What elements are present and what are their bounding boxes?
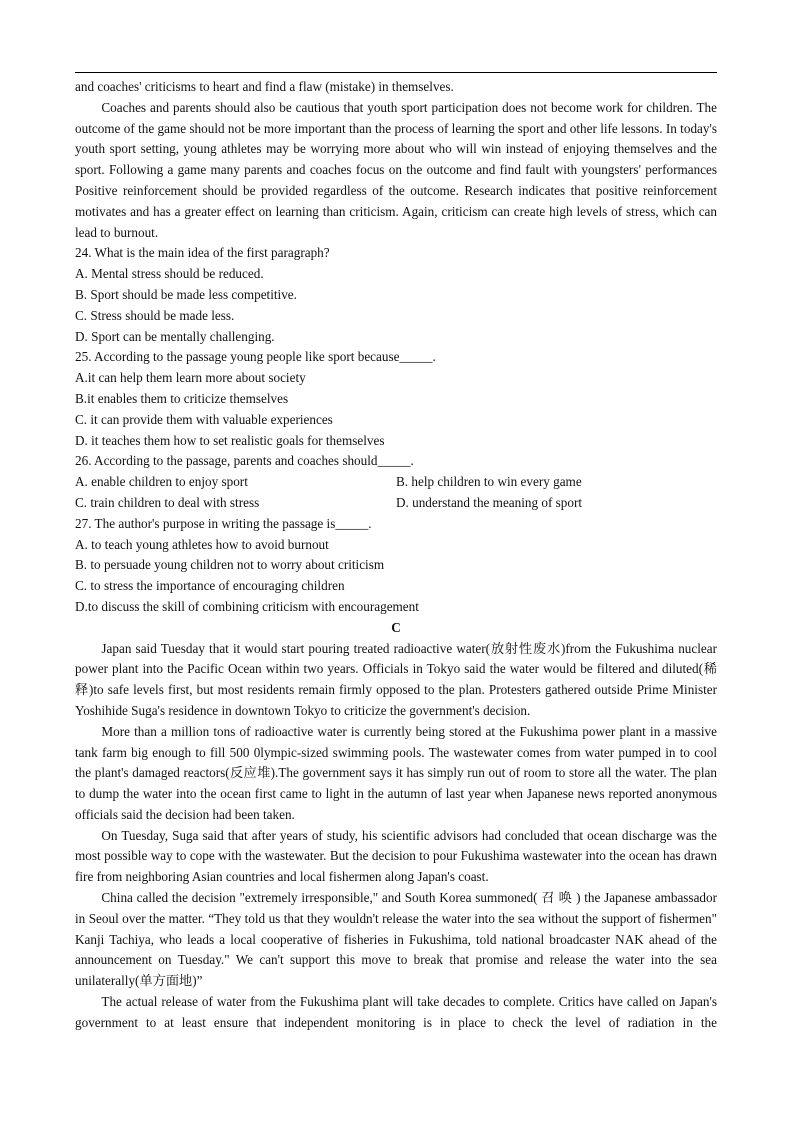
option-c: C. Stress should be made less. [75,307,235,323]
question-stem: 24. What is the main idea of the first paragraph? [75,245,330,261]
question-stem: 27. The author's purpose in writing the passage is_____. [75,515,372,531]
section-c-paragraph-1: Japan said Tuesday that it would start pouring treated radioactive water(放射性废水)from the Fukushima nuclear power plant into the Pacific Ocean within two years. Officials in Tokyo said the water would be filtered and diluted(稀释)to safe levels first, but most residents remain firmly opposed to the plan. Protesters gathered outside Prime Minister Yoshihide Suga's residence in downtown Tokyo to criticize the government's decision. [75,640,717,718]
option-b: B.it enables them to criticize themselves [75,390,289,406]
option-d: D. it teaches them how to set realistic goals for themselves [75,432,385,448]
option-b: B. to persuade young children not to worry about criticism [75,557,385,573]
question-24 [75,243,717,347]
section-c-paragraph-5: The actual release of water from the Fukushima plant will take decades to complete. Critics have called on Japan's government to at least ensure that independent monitoring is in place to check the level of radiation in the [75,994,717,1030]
option-a: A. to teach young athletes how to avoid burnout [75,536,329,552]
section-c-paragraph-3: On Tuesday, Suga said that after years of study, his scientific advisors had concluded that ocean discharge was the most possible way to cope with the wastewater. But the decision to pour Fukushima wastewater into the ocean has drawn fire from neighboring Asian countries and local fishermen along Japan's coast. [75,827,717,885]
option-b: B. Sport should be made less competitive. [75,286,297,302]
option-d: D. understand the meaning of sport [396,494,583,510]
continuation-text: and coaches' criticisms to heart and find a flaw (mistake) in themselves. [75,79,454,94]
header-rule [75,72,717,73]
passage-b-paragraph: Coaches and parents should also be cautious that youth sport participation does not become work for children. The outcome of the game should not be more important than the process of learning the sport and other life lessons. In today's youth sport setting, young athletes may be worrying more about who will win instead of enjoying themselves and the sport. Following a game many parents and coaches focus on the outcome and find fault with youngsters' performances Positive reinforcement should be provided regardless of the outcome. Research indicates that positive reinforcement motivates and has a greater effect on learning than criticism. Again, criticism can create high levels of stress, which can lead to burnout. [75,99,717,240]
option-a: A. Mental stress should be reduced. [75,266,264,282]
question-26 [75,451,717,513]
section-c-paragraph-2: More than a million tons of radioactive water is currently being stored at the Fukushima power plant in a massive tank farm big enough to fill 500 0lympic-sized swimming pools. The wastewater comes from water pumped in to cool the plant's damaged reactors(反应堆).The government says it has simply run out of room to store all the water. The plan to dump the water into the ocean first came to light in the autumn of last year when Japanese news reported anonymous officials said the decision had been taken. [75,723,717,822]
option-a: A.it can help them learn more about society [75,370,306,386]
section-c-paragraph-4: China called the decision "extremely irresponsible," and South Korea summoned( 召 唤 ) the Japanese ambassador in Seoul over the matter. “They told us that they wouldn't release the water into the sea without the support of fishermen" Kanji Tachiya, who leads a local cooperative of fisheries in Fukushima, told national broadcaster NAK ahead of the announcement on Tuesday." We can't support this move to break that promise and release the water into the sea unilaterally(单方面地)” [75,890,717,989]
option-d: D. Sport can be mentally challenging. [75,328,275,344]
option-c: C. to stress the importance of encouraging children [75,578,345,594]
option-c: C. train children to deal with stress [75,494,260,510]
question-25 [75,347,717,451]
document-page [75,72,717,1034]
question-stem: 26. According to the passage, parents and coaches should_____. [75,453,414,469]
option-a: A. enable children to enjoy sport [75,474,248,490]
option-b: B. help children to win every game [396,474,582,490]
question-27 [75,514,717,618]
option-d: D.to discuss the skill of combining criticism with encouragement [75,598,419,614]
option-c: C. it can provide them with valuable experiences [75,411,333,427]
section-c-heading: C [391,619,401,635]
question-stem: 25. According to the passage young people like sport because_____. [75,349,436,365]
